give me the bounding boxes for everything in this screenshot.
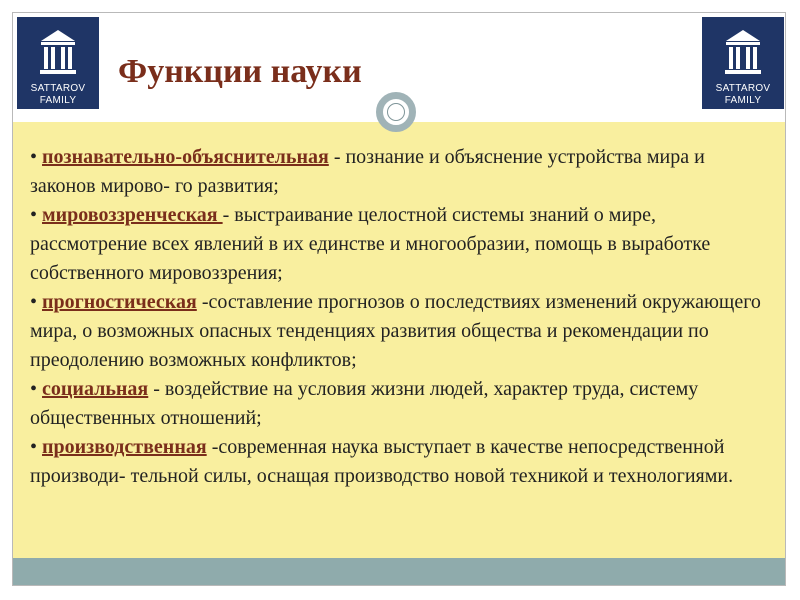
function-term: социальная [42,378,149,400]
bullet: • [30,436,43,458]
function-term: прогностическая [42,291,197,313]
building-icon [39,29,77,77]
function-description: - познание и объяснение устройства мира и законов мирово- го развития; [30,146,705,197]
function-term: производственная [42,436,207,458]
footer-bar [13,558,785,585]
slide-title: Функции науки [118,53,362,90]
function-description: - выстраивание целостной системы знаний о мире, рассмотрение всех явлений в их единстве и многообразии, помощь в выработке собственного мировоззрения; [30,204,711,284]
function-description: -составление прогнозов о последствиях изменений окружающего мира, о возможных опасных тенденциях развития общества и рекомендации по преодолению возможных конфликтов; [30,291,761,371]
ring-ornament [376,92,416,132]
brand-line-1: SATTAROV [715,83,771,94]
brand-line-2: FAMILY [39,95,77,106]
function-item [30,201,775,288]
logo-right [702,17,784,109]
brand-line-2: FAMILY [724,95,762,106]
function-description: - воздействие на условия жизни людей, характер труда, систему общественных отношений; [30,378,699,429]
function-term: мировоззренческая [42,204,223,226]
function-description: -современная наука выступает в качестве непосредственной производи- тельной силы, оснащая производство новой техникой и технологиями. [30,436,734,487]
function-item [30,433,775,491]
function-term: познавательно-объяснительная [42,146,329,168]
building-icon [724,29,762,77]
function-item [30,143,775,201]
bullet: • [30,204,43,226]
bullet: • [30,378,43,400]
bullet: • [30,146,43,168]
bullet: • [30,291,43,313]
functions-list [30,143,775,491]
function-item [30,375,775,433]
logo-left [17,17,99,109]
function-item [30,288,775,375]
brand-line-1: SATTAROV [30,83,86,94]
